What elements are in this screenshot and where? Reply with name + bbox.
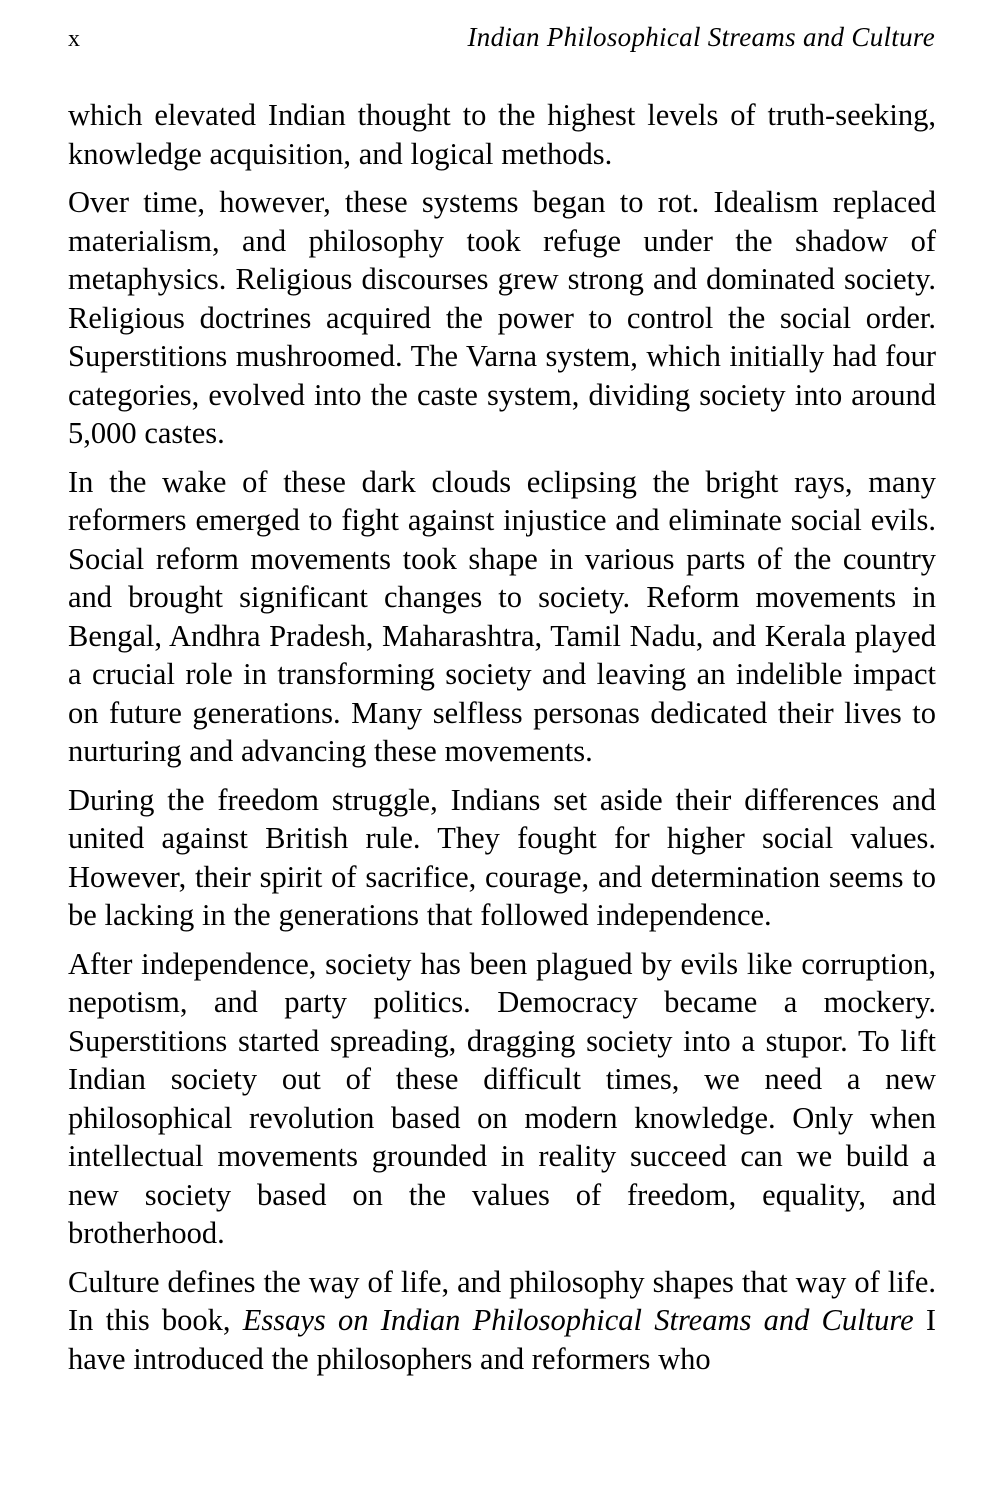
running-head: [68, 24, 935, 58]
paragraph: Over time, however, these systems began to rot. Idealism replaced materialism, and philosophy took refuge under the shadow of metaphysics. Religious discourses grew strong and dominated society. Religious doctrines acquired the power to control the social order. Superstitions mushroomed. The Varna system, which initially had four categories, evolved into the caste system, dividing society into around 5,000 castes.: [68, 185, 936, 450]
paragraph: In the wake of these dark clouds eclipsing the bright rays, many reformers emerged to fight against injustice and eliminate social evils. Social reform movements took shape in various parts of the country and brought significant changes to society. Reform movements in Bengal, Andhra Pradesh, Maharashtra, Tamil Nadu, and Kerala played a crucial role in transforming society and leaving an indelible impact on future generations. Many selfless personas dedicated their lives to nurturing and advancing these movements.: [68, 464, 936, 768]
page-number: x: [68, 26, 81, 52]
paragraph-text-before-book-title: Culture defines the way of life, and philosophy shapes that way of life. In this book,: [68, 1264, 936, 1337]
paragraph: During the freedom struggle, Indians set aside their differences and united against British rule. They fought for higher social values. However, their spirit of sacrifice, courage, and determination seems to be lacking in the generations that followed independence.: [68, 782, 936, 932]
paragraph: After independence, society has been plagued by evils like corruption, nepotism, and party politics. Democracy became a mockery. Superstitions started spreading, dragging society into a stupor. To lift Indian society out of these difficult times, we need a new philosophical revolution based on modern knowledge. Only when intellectual movements grounded in reality succeed can we build a new society based on the values of freedom, equality, and brotherhood.: [68, 946, 936, 1250]
body-text-block: [68, 96, 936, 1378]
paragraph: [68, 1263, 936, 1379]
book-title-italic: Essays on Indian Philosophical Streams and Culture: [242, 1303, 914, 1337]
running-head-title: Indian Philosophical Streams and Culture: [467, 22, 935, 52]
paragraph-text-after-book-title: I have introduced the philosophers and reformers who: [68, 1303, 936, 1376]
paragraph: which elevated Indian thought to the highest levels of truth-seeking, knowledge acquisition, and logical methods.: [68, 98, 936, 171]
